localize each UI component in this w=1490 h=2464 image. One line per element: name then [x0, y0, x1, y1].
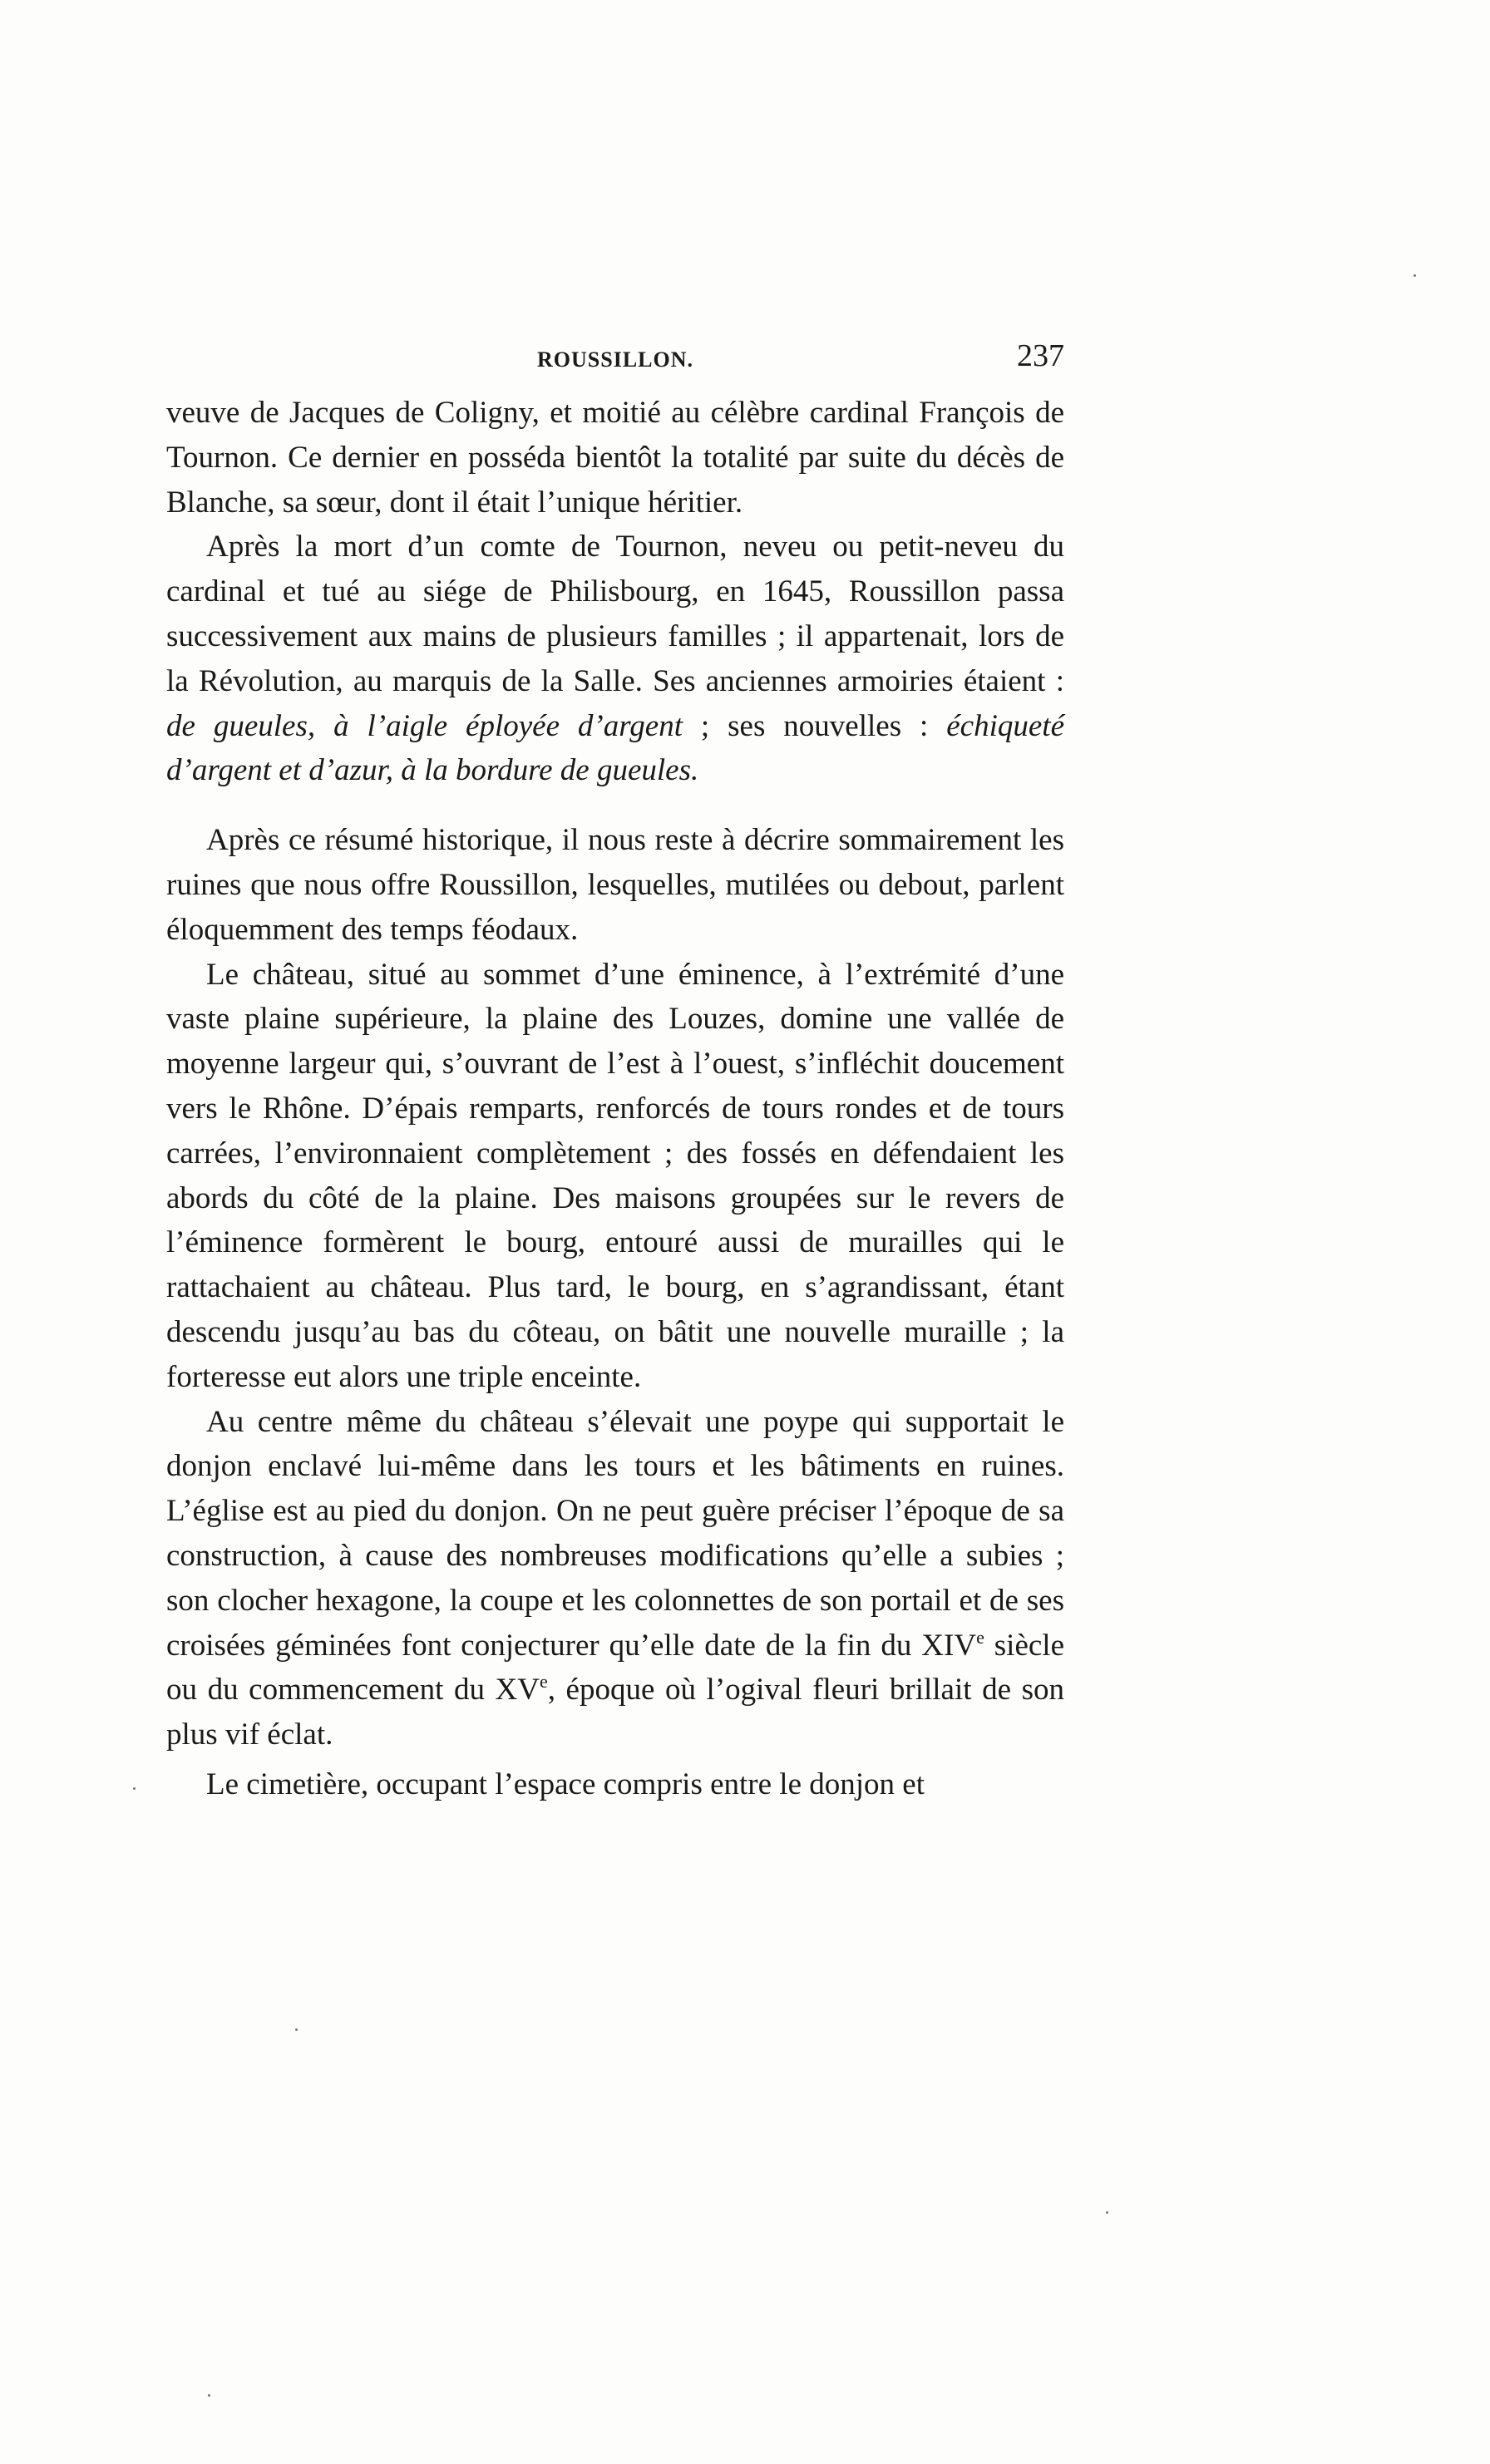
paragraph-tournon-middle: ; ses nouvelles :	[700, 708, 929, 743]
paragraph-church-text-1: Au centre même du château s’élevait une poype qui supportait le donjon enclavé lui-même dans les tours et les bâtiments en ruines. L’église est au pied du donjon. On ne peut guère préciser l’époque de sa construction, à cause des nombreuses modifications qu’elle a subies ; son clocher hexagone, la coupe et les colonnettes de son portail et de ses croisées géminées font conjecturer qu’elle date de la fin du XIV	[166, 1404, 1064, 1663]
paragraph-cemetery: Le cimetière, occupant l’espace compris entre le donjon et	[206, 1767, 925, 1801]
running-title: ROUSSILLON.	[537, 347, 693, 372]
paper-speck	[1106, 2211, 1108, 2214]
running-head	[166, 338, 1064, 379]
page-number: 237	[1017, 338, 1064, 373]
body-text	[166, 391, 1064, 1807]
paper-speck	[1414, 274, 1416, 277]
paragraph-tournon-text: Après la mort d’un comte de Tournon, neveu ou petit-neveu du cardinal et tué au siége de Philisbourg, en 1645, Roussillon passa successivement aux mains de plusieurs familles ; il appartenait, lors de la Révolution, au marquis de la Salle. Ses anciennes armoiries étaient :	[166, 530, 1064, 698]
paragraph-tournon	[166, 525, 1064, 793]
paper-speck	[133, 1787, 136, 1790]
paragraph-church-text-2: siècle ou du commencement du XV	[166, 1628, 1064, 1708]
old-arms-blazon: de gueules, à l’aigle éployée d’argent	[166, 708, 683, 743]
paragraph-castle: Le château, situé au sommet d’une éminence, à l’extrémité d’une vaste plaine supérieure, la plaine des Louzes, domine une vallée de moyenne largeur qui, s’ouvrant de l’est à l’ouest, s’infléchit doucement vers le Rhône. D’épais remparts, renforcés de tours rondes et de tours carrées, l’environnaient complètement ; des fossés en défendaient les abords du côté de la plaine. Des maisons groupées sur le revers de l’éminence formèrent le bourg, entouré aussi de murailles qui le rattachaient au château. Plus tard, le bourg, en s’agrandissant, étant descendu jusqu’au bas du côteau, on bâtit une nouvelle muraille ; la forteresse eut alors une triple enceinte.	[166, 957, 1064, 1394]
paragraph-ruins-intro: Après ce résumé historique, il nous reste à décrire sommairement les ruines que nous offre Roussillon, lesquelles, mutilées ou debout, parlent éloquemment des temps féodaux.	[166, 823, 1064, 947]
paragraph-church	[166, 1400, 1064, 1757]
paper-speck	[208, 2394, 210, 2397]
superscript-e: e	[976, 1626, 984, 1648]
paragraph-church-text-3: , époque où l’ogival fleuri brillait de son plus vif éclat.	[166, 1673, 1064, 1752]
paper-speck	[295, 2028, 298, 2031]
paragraph-continuation: veuve de Jacques de Coligny, et moitié au célèbre cardinal François de Tournon. Ce dernier en posséda bientôt la totalité par suite du décès de Blanche, sa sœur, dont il était l’unique héritier.	[166, 396, 1064, 520]
new-arms-blazon: échiqueté d’argent et d’azur, à la bordure de gueules.	[166, 708, 1064, 788]
superscript-e: e	[539, 1671, 548, 1693]
